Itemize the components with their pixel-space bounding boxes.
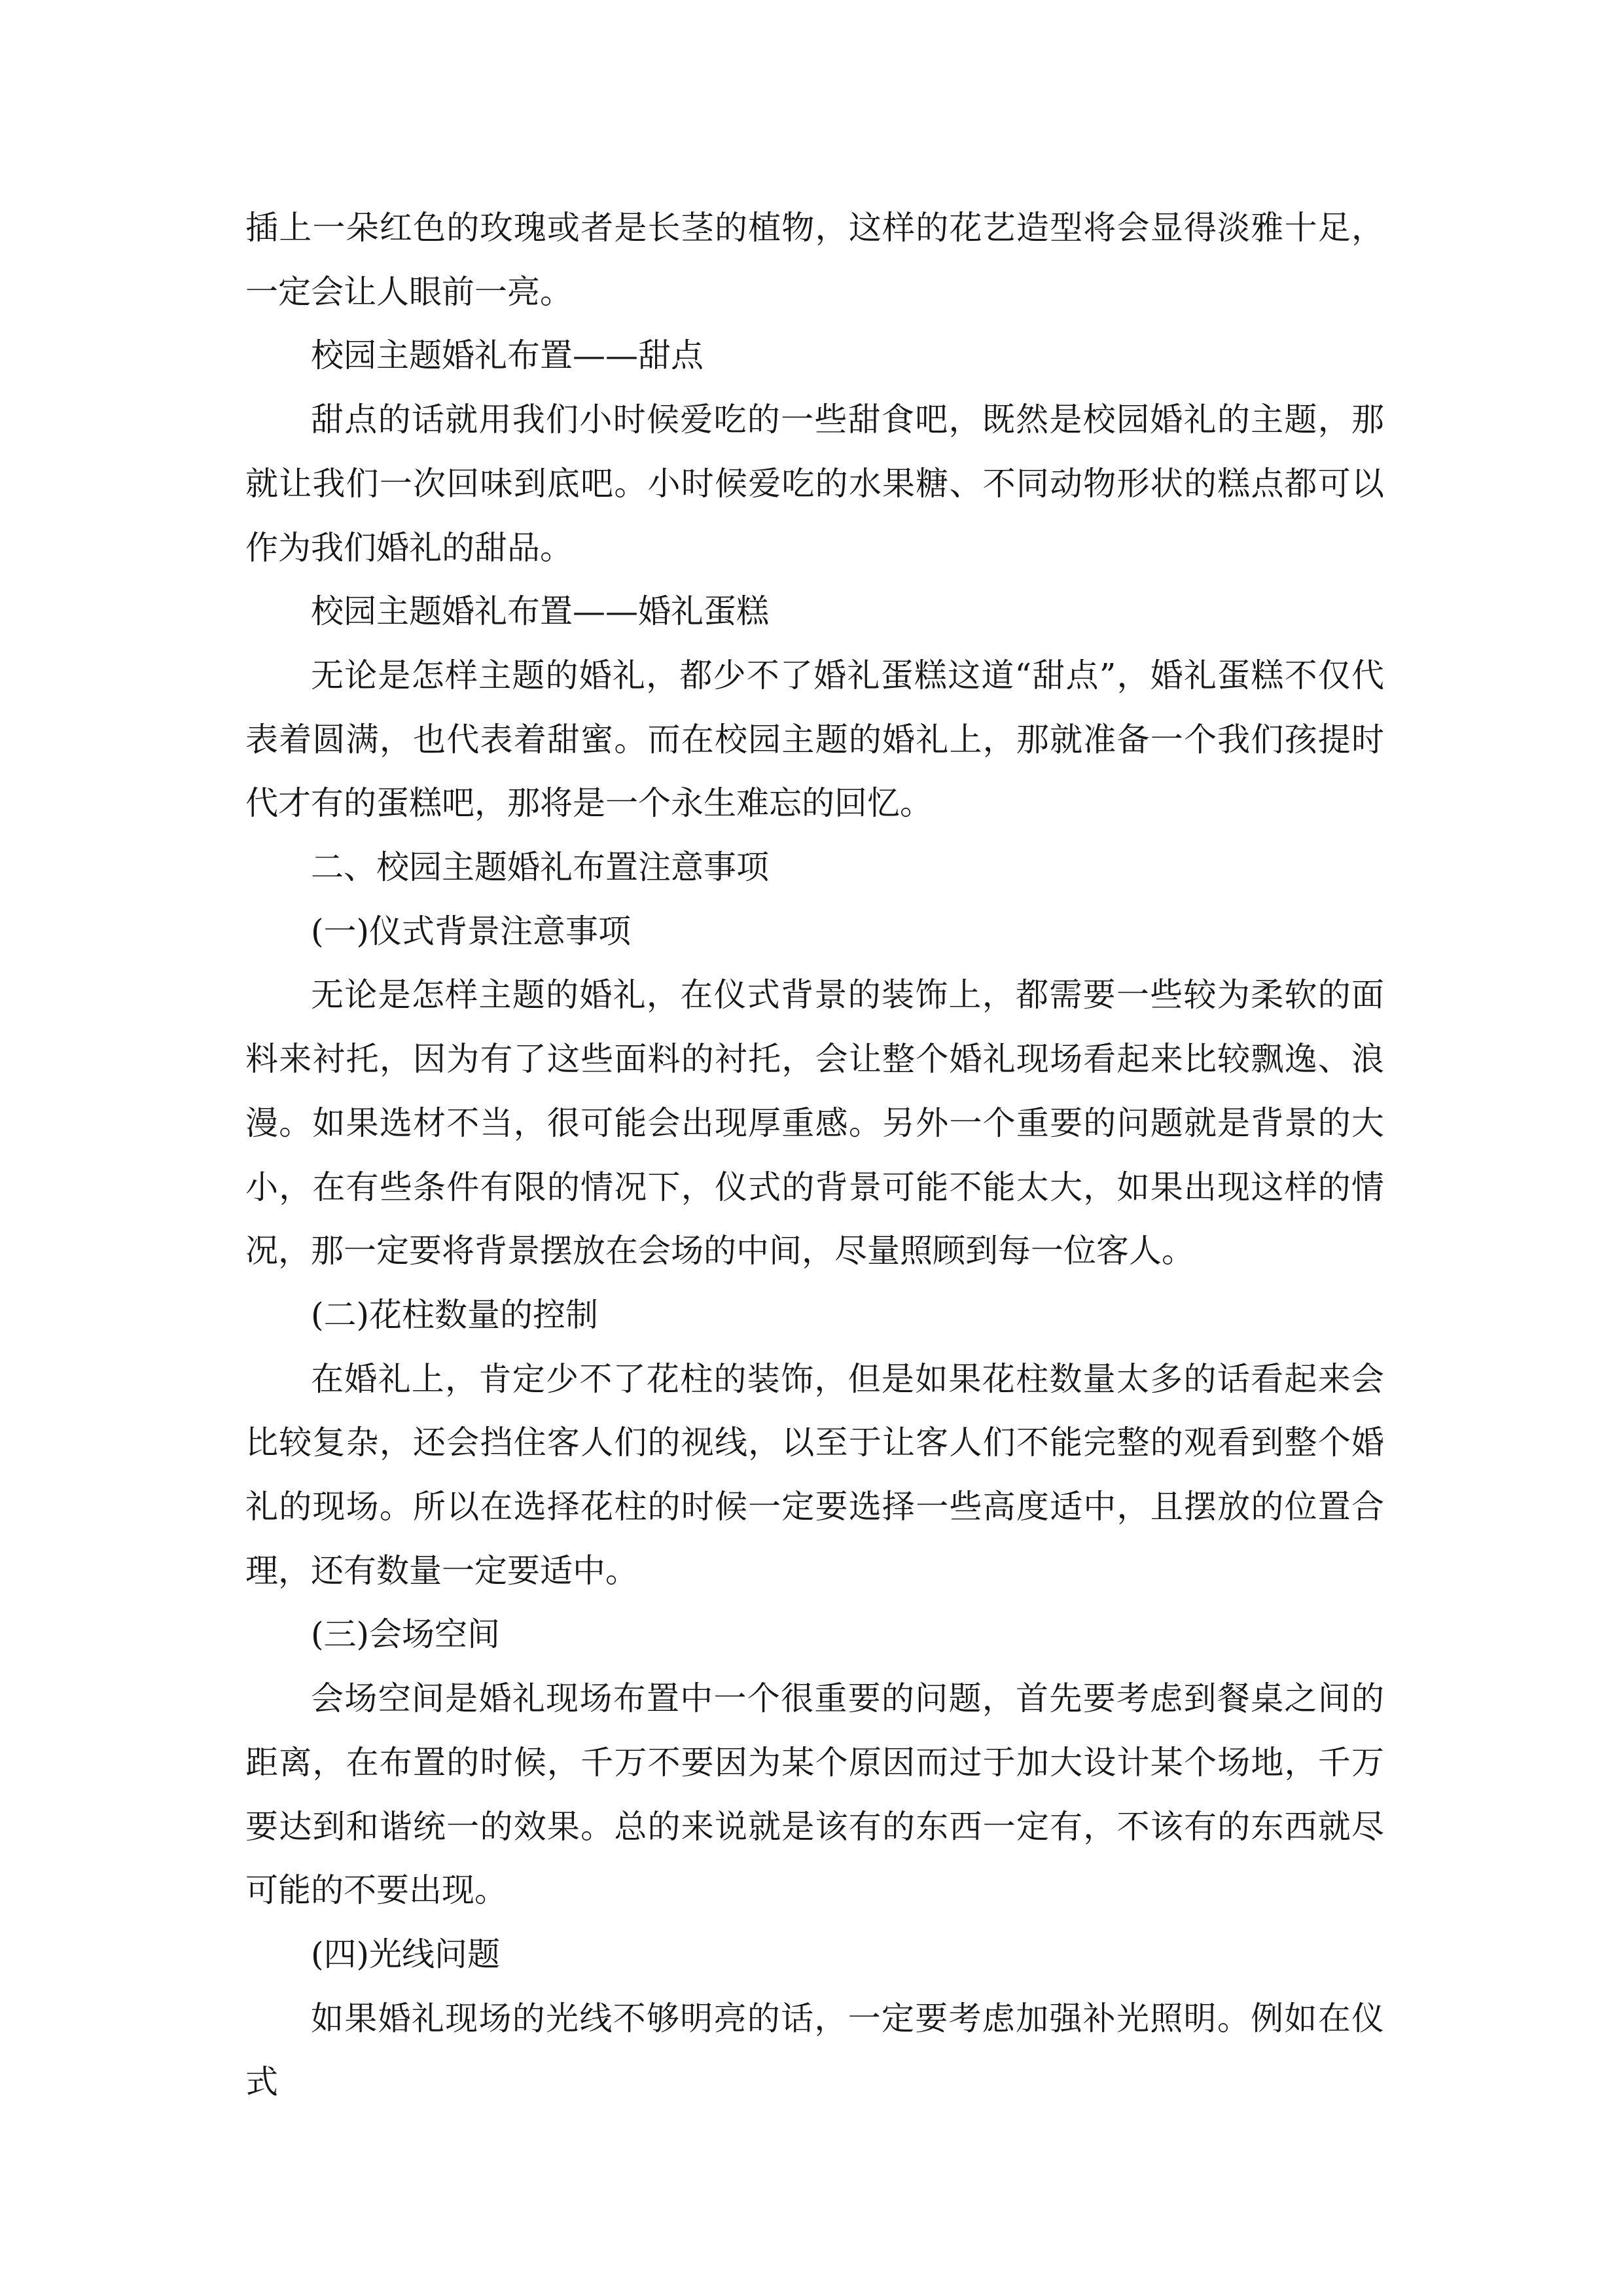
section-heading-notes: 二、校园主题婚礼布置注意事项: [311, 848, 769, 887]
subheading-ceremony-background: (一)仪式背景注意事项: [311, 912, 632, 950]
document-body: [245, 196, 1384, 2115]
section-heading-wedding-cake: 校园主题婚礼布置——婚礼蛋糕: [311, 592, 769, 631]
section-heading-dessert: 校园主题婚礼布置——甜点: [311, 336, 704, 375]
paragraph-lighting: 如果婚礼现场的光线不够明亮的话，一定要考虑加强补光照明。例如在仪式: [245, 1999, 1384, 2102]
paragraph-flower-pillars: 在婚礼上，肯定少不了花柱的装饰，但是如果花柱数量太多的话看起来会比较复杂，还会挡住客人们的视线，以至于让客人们不能完整的观看到整个婚礼的现场。所以在选择花柱的时候一定要选择一些高度适中，且摆放的位置合理，还有数量一定要适中。: [245, 1359, 1384, 1590]
paragraph-venue-space: 会场空间是婚礼现场布置中一个很重要的问题，首先要考虑到餐桌之间的距离，在布置的时候，千万不要因为某个原因而过于加大设计某个场地，千万要达到和谐统一的效果。总的来说就是该有的东西一定有，不该有的东西就尽可能的不要出现。: [245, 1679, 1384, 1910]
paragraph-continuation: 插上一朵红色的玫瑰或者是长茎的植物，这样的花艺造型将会显得淡雅十足，一定会让人眼前一亮。: [245, 209, 1384, 311]
paragraph-wedding-cake: 无论是怎样主题的婚礼，都少不了婚礼蛋糕这道“甜点”，婚礼蛋糕不仅代表着圆满，也代表着甜蜜。而在校园主题的婚礼上，那就准备一个我们孩提时代才有的蛋糕吧，那将是一个永生难忘的回忆。: [245, 656, 1384, 823]
subheading-lighting: (四)光线问题: [311, 1935, 501, 1973]
paragraph-ceremony-background: 无论是怎样主题的婚礼，在仪式背景的装饰上，都需要一些较为柔软的面料来衬托，因为有了这些面料的衬托，会让整个婚礼现场看起来比较飘逸、浪漫。如果选材不当，很可能会出现厚重感。另外一个重要的问题就是背景的大小，在有些条件有限的情况下，仪式的背景可能不能太大，如果出现这样的情况，那一定要将背景摆放在会场的中间，尽量照顾到每一位客人。: [245, 976, 1384, 1270]
subheading-venue-space: (三)会场空间: [311, 1615, 501, 1654]
paragraph-dessert: 甜点的话就用我们小时候爱吃的一些甜食吧，既然是校园婚礼的主题，那就让我们一次回味到底吧。小时候爱吃的水果糖、不同动物形状的糕点都可以作为我们婚礼的甜品。: [245, 401, 1384, 567]
subheading-flower-pillars: (二)花柱数量的控制: [311, 1295, 599, 1334]
